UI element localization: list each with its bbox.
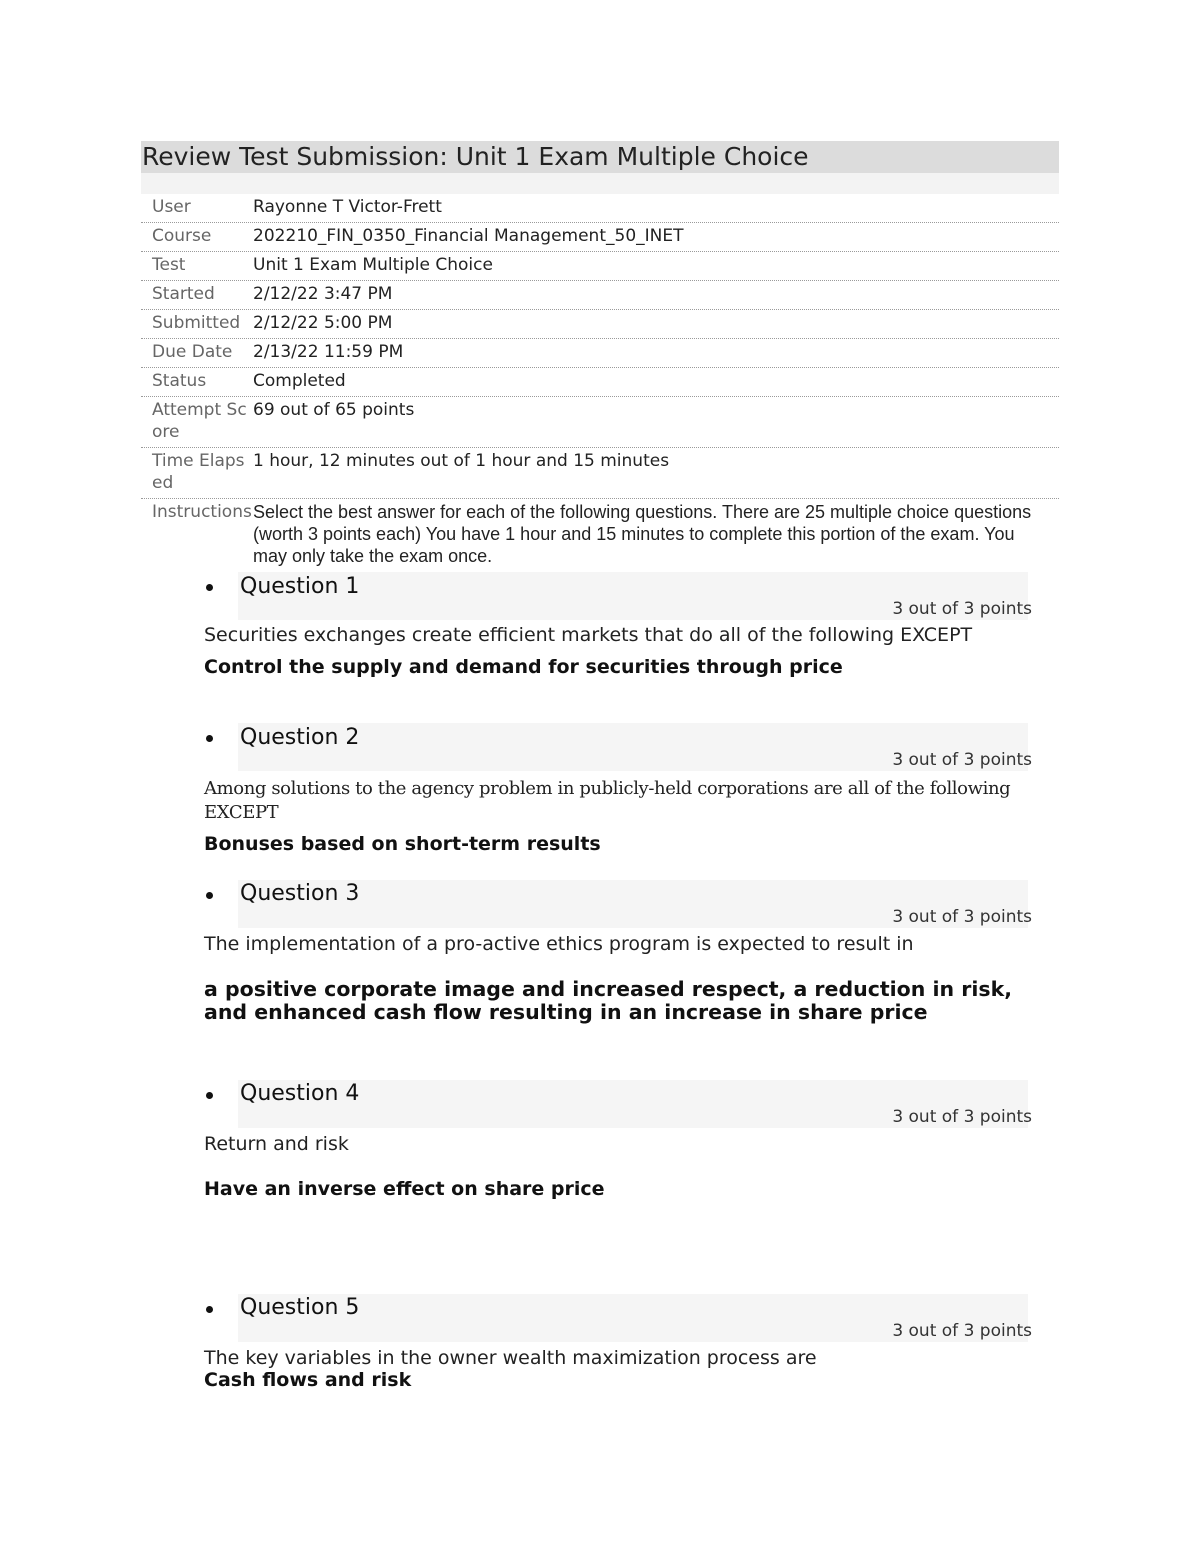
question-title: Question 2 [240, 725, 360, 750]
meta-row-status [141, 368, 1059, 397]
meta-label: Attempt Score [152, 400, 247, 442]
meta-row-user [141, 194, 1059, 223]
meta-label: Instructions [152, 502, 252, 522]
question-points: 3 out of 3 points [892, 1107, 1032, 1127]
meta-row-test [141, 252, 1059, 281]
page-title: Review Test Submission: Unit 1 Exam Multiple Choice [141, 141, 1059, 173]
question-points: 3 out of 3 points [892, 907, 1032, 927]
meta-row-instructions [141, 499, 1059, 571]
question-points: 3 out of 3 points [892, 1321, 1032, 1341]
meta-label: Test [152, 255, 186, 275]
selected-answer: Bonuses based on short-term results [204, 833, 601, 855]
question-title: Question 3 [240, 881, 360, 906]
meta-value: 2/12/22 5:00 PM [253, 313, 393, 333]
meta-row-due-date [141, 339, 1059, 368]
question-text: Among solutions to the agency problem in publicly-held corporations are all of the following EXCEPT [204, 778, 1011, 823]
selected-answer: Have an inverse effect on share price [204, 1178, 605, 1200]
meta-value: 2/13/22 11:59 PM [253, 342, 404, 362]
meta-label: Due Date [152, 342, 233, 362]
bullet-icon [206, 735, 213, 742]
question-title: Question 4 [240, 1081, 360, 1106]
submission-details-table [141, 194, 1059, 571]
meta-label: Status [152, 371, 207, 391]
question-text: The implementation of a pro-active ethics program is expected to result in [204, 933, 914, 955]
question-points: 3 out of 3 points [892, 599, 1032, 619]
question-text: Securities exchanges create efficient markets that do all of the following EXCEPT [204, 624, 973, 646]
meta-label: Time Elapsed [152, 451, 245, 493]
meta-label: Started [152, 284, 215, 304]
selected-answer: Cash flows and risk [204, 1369, 412, 1391]
meta-row-submitted [141, 310, 1059, 339]
bullet-icon [206, 1092, 213, 1099]
meta-label: User [152, 197, 191, 217]
meta-label: Course [152, 226, 212, 246]
meta-row-started [141, 281, 1059, 310]
bullet-icon [206, 892, 213, 899]
meta-value: Completed [253, 371, 346, 391]
meta-value: Rayonne T Victor-Frett [253, 197, 442, 217]
question-text: Return and risk [204, 1133, 349, 1155]
meta-value: 2/12/22 3:47 PM [253, 284, 393, 304]
meta-row-course [141, 223, 1059, 252]
question-title: Question 1 [240, 574, 360, 599]
meta-label: Submitted [152, 313, 241, 333]
question-text: The key variables in the owner wealth maximization process are [204, 1347, 817, 1369]
meta-value: Unit 1 Exam Multiple Choice [253, 255, 493, 275]
selected-answer: Control the supply and demand for securities through price [204, 656, 843, 678]
meta-value: 69 out of 65 points [253, 400, 415, 420]
selected-answer: a positive corporate image and increased respect, a reduction in risk, and enhanced cash flow resulting in an increase in share price [204, 977, 1013, 1024]
bullet-icon [206, 1306, 213, 1313]
question-title: Question 5 [240, 1295, 360, 1320]
meta-value: 1 hour, 12 minutes out of 1 hour and 15 minutes [253, 451, 670, 471]
title-divider-strip [141, 173, 1059, 194]
meta-row-time-elapsed [141, 448, 1059, 499]
meta-value: 202210_FIN_0350_Financial Management_50_INET [253, 226, 684, 246]
meta-row-attempt-score [141, 397, 1059, 448]
meta-value: Select the best answer for each of the following questions. There are 25 multiple choice questions (worth 3 points each) You have 1 hour and 15 minutes to complete this portion of the exam. You may only take the exam once. [253, 502, 1032, 566]
question-points: 3 out of 3 points [892, 750, 1032, 770]
bullet-icon [206, 584, 213, 591]
